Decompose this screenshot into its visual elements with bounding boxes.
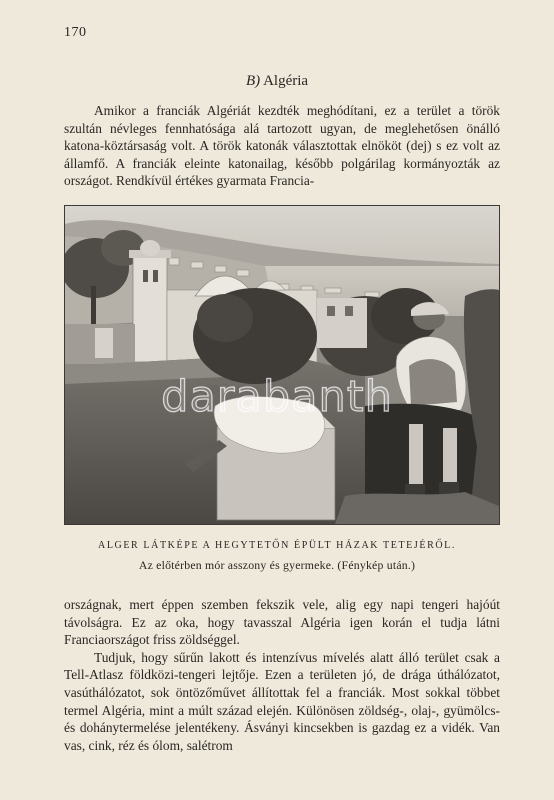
- body-text-top: [64, 102, 500, 190]
- page-number: 170: [64, 25, 87, 40]
- paragraph: országnak, mert éppen szemben fekszik vele, alig egy napi tengeri hajóút távolságra. Ez az oka, hogy tavasszal Algéria igen korán el tudja látni Franciaországot friss zöldséggel.: [64, 597, 500, 648]
- photo-caption-subtitle: Az előtérben mór asszony és gyermeke. (Fénykép után.): [138, 558, 416, 572]
- paragraph: Tudjuk, hogy sűrűn lakott és intenzívus mívelés alatt álló terület csak a Tell-Atlasz földközi-tengeri lejtője. Ezen a területen jó, de drága úthálózatot, vasúthálózatot, sok öntözőművet állítottak fel a franciák. Most sokkal többet termel Algéria, mint a múlt század elején. Különösen zöldség-, olaj-, gyümölcs- és dohánytermelése jelentékeny. Ásványi kincsekben is gazdag ez a vidék. Van vas, cink, réz és ólom, salétrom: [64, 649, 500, 753]
- section-title: [0, 73, 554, 90]
- watermark-text: darabanth: [161, 372, 393, 422]
- photo-algiers-view: [64, 205, 500, 525]
- section-letter: B): [245, 73, 261, 89]
- photo-illustration: [65, 206, 499, 524]
- section-name: Algéria: [263, 73, 309, 89]
- paragraph: Amikor a franciák Algériát kezdték meghódítani, ez a terület a török szultán névleges fennhatósága alá tartozott ugyan, de meglehetősen önálló katona-köztársaság volt. A török katonák választottak elnököt (dej) s ez volt az államfő. A franciák eleinte katonailag, később polgárilag kormányozták az országot. Rendkívül értékes gyarmata Francia-: [64, 103, 500, 189]
- body-text-bottom: [64, 596, 500, 754]
- photo-caption-title: ALGER LÁTKÉPE A HEGYTETŐN ÉPÜLT HÁZAK TETEJÉRŐL.: [98, 540, 456, 551]
